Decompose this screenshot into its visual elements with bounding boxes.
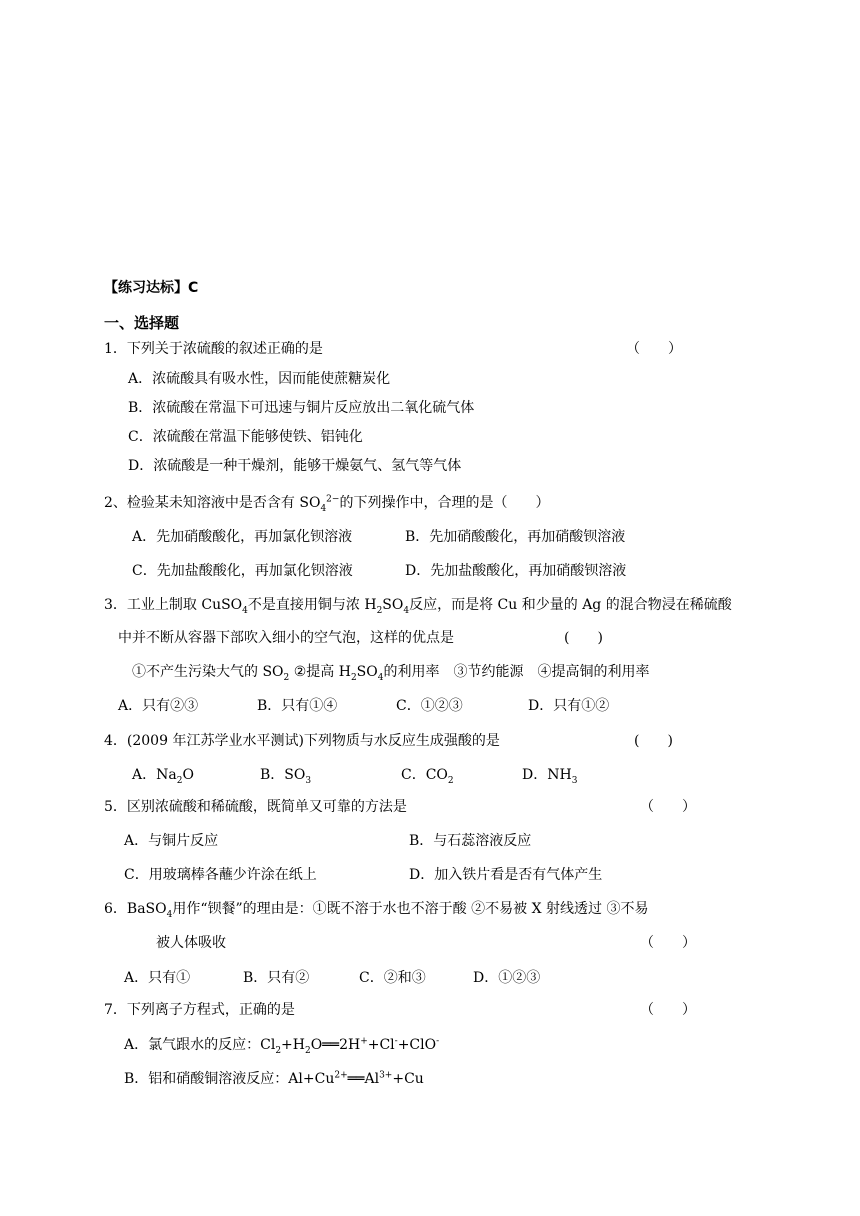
option-d: D．浓硫酸是一种干燥剂，能够干燥氨气、氢气等气体 — [128, 458, 462, 474]
option-b — [124, 1069, 424, 1089]
subscript: 4 — [377, 672, 384, 683]
superscript: 3+ — [379, 1070, 393, 1081]
question-stem: 7．下列离子方程式，正确的是 — [104, 1002, 295, 1018]
option-d: D．加入铁片看是否有气体产生 — [409, 867, 603, 883]
option-c: C．先加盐酸酸化，再加氯化钡溶液 — [132, 563, 353, 579]
option-text: +Cl — [367, 1037, 395, 1053]
statement-text: ②提高 H — [289, 664, 351, 680]
option-text: +H — [281, 1037, 305, 1053]
section-title: 一、选择题 — [104, 314, 180, 332]
stem-text: 3．工业上制取 CuSO — [104, 597, 243, 613]
stem-text: 的下列操作中，合理的是（ ） — [339, 495, 550, 511]
option-d: D．只有①② — [528, 698, 610, 714]
question-stem-continued: 中并不断从容器下部吹入细小的空气泡，这样的优点是 — [118, 630, 454, 646]
question-stem-continued: 被人体吸收 — [156, 935, 226, 951]
option-text: A．Na — [132, 767, 177, 783]
question-stem — [104, 595, 732, 615]
option-c: C．②和③ — [359, 970, 426, 986]
question-stem — [104, 899, 648, 919]
option-text: B．SO — [260, 767, 306, 783]
subscript: 2 — [305, 1045, 311, 1056]
option-text: B．铝和硝酸铜溶液反应：Al+Cu — [124, 1071, 335, 1087]
option-d — [522, 765, 577, 785]
question-stem — [104, 493, 549, 513]
answer-blank: ( ) — [634, 733, 673, 749]
stem-text: 不是直接用铜与浓 H — [247, 597, 377, 613]
subscript: 4 — [166, 909, 173, 920]
superscript: 2+ — [334, 1070, 348, 1081]
subscript: 2 — [176, 775, 183, 786]
answer-blank: ( ) — [564, 630, 603, 646]
option-a — [132, 765, 194, 785]
subscript: 2 — [350, 672, 357, 683]
section-tag: 【练习达标】C — [104, 280, 199, 296]
option-d: D．①②③ — [473, 970, 541, 986]
stem-text: 6．BaSO — [104, 901, 167, 917]
stem-text: 2、检验某未知溶液中是否含有 SO — [104, 495, 321, 511]
answer-blank: （ ） — [640, 799, 696, 815]
subscript: 2 — [283, 672, 290, 683]
option-text: C．CO — [401, 767, 448, 783]
option-d: D．先加盐酸酸化，再加硝酸钡溶液 — [405, 563, 627, 579]
subscript: 2 — [275, 1045, 282, 1056]
subscript: 3 — [571, 775, 578, 786]
option-c — [401, 765, 454, 785]
stem-text: SO — [382, 597, 404, 613]
option-b — [260, 765, 311, 785]
option-c: C．浓硫酸在常温下能够使铁、铝钝化 — [128, 429, 363, 445]
option-b: B．只有①④ — [257, 698, 338, 714]
option-text: A．氯气跟水的反应：Cl — [124, 1037, 276, 1053]
option-b: B．只有② — [243, 970, 310, 986]
superscript: + — [360, 1036, 368, 1047]
statement-list — [132, 662, 649, 682]
subscript: 3 — [305, 775, 312, 786]
option-a: A．只有②③ — [118, 698, 199, 714]
superscript: - — [436, 1036, 440, 1047]
superscript: 2− — [326, 494, 340, 505]
subscript: 2 — [376, 605, 383, 616]
option-text: +ClO — [397, 1037, 437, 1053]
answer-blank: （ ） — [626, 341, 682, 357]
option-c: C．用玻璃棒各蘸少许涂在纸上 — [124, 867, 317, 883]
option-a: A．浓硫酸具有吸水性，因而能使蔗糖炭化 — [128, 371, 391, 387]
stem-text: 用作“钡餐”的理由是：①既不溶于水也不溶于酸 ②不易被 X 射线透过 ③不易 — [172, 901, 649, 917]
option-text: O — [182, 767, 194, 783]
question-stem: 5．区别浓硫酸和稀硫酸，既简单又可靠的方法是 — [104, 799, 407, 815]
question-stem: 4．(2009 年江苏学业水平测试)下列物质与水反应生成强酸的是 — [104, 733, 500, 749]
option-a: A．先加硝酸酸化，再加氯化钡溶液 — [132, 529, 353, 545]
option-a — [124, 1035, 439, 1055]
subscript: 2 — [447, 775, 454, 786]
option-text: +Cu — [392, 1071, 424, 1087]
option-a: A．与铜片反应 — [124, 833, 219, 849]
subscript: 4 — [403, 605, 410, 616]
statement-text: ①不产生污染大气的 SO — [132, 664, 284, 680]
answer-blank: （ ） — [640, 935, 696, 951]
question-stem: 1．下列关于浓硫酸的叙述正确的是 — [104, 341, 323, 357]
option-b: B．浓硫酸在常温下可迅速与铜片反应放出二氧化硫气体 — [128, 400, 475, 416]
option-c: C．①②③ — [396, 698, 463, 714]
option-text: O══2H — [310, 1037, 361, 1053]
subscript: 4 — [320, 503, 327, 514]
option-text: ══Al — [347, 1071, 380, 1087]
option-b: B．与石蕊溶液反应 — [409, 833, 532, 849]
subscript: 4 — [242, 605, 248, 616]
option-text: D．NH — [522, 767, 572, 783]
option-b: B．先加硝酸酸化，再加硝酸钡溶液 — [405, 529, 626, 545]
statement-text: 的利用率 ③节约能源 ④提高铜的利用率 — [383, 664, 650, 680]
superscript: - — [394, 1036, 398, 1047]
answer-blank: （ ） — [640, 1002, 696, 1018]
stem-text: 反应，而是将 Cu 和少量的 Ag 的混合物浸在稀硫酸 — [409, 597, 732, 613]
option-a: A．只有① — [124, 970, 191, 986]
statement-text: SO — [356, 664, 378, 680]
